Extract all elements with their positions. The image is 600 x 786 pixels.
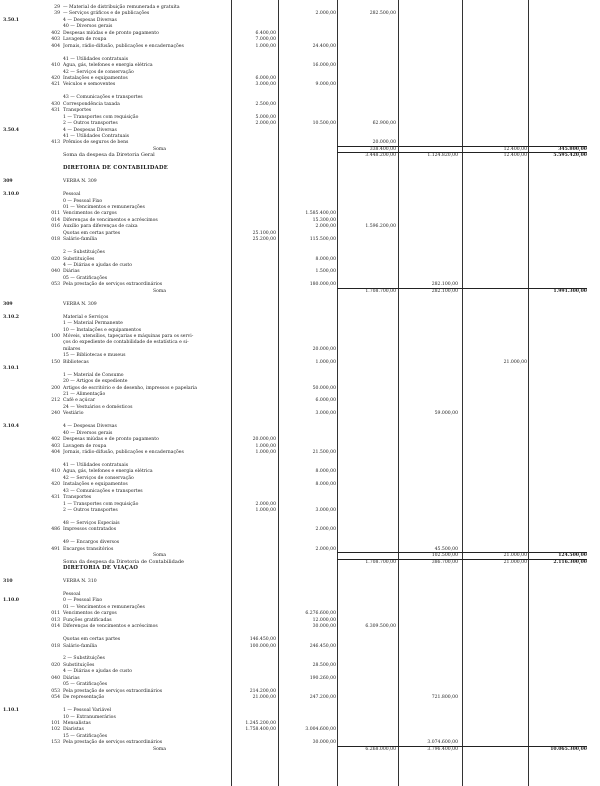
- item-number: 153: [51, 740, 60, 746]
- item-label: Soma: [153, 746, 167, 752]
- item-number: 403: [51, 443, 60, 449]
- item-label: Veículos e semoventes: [63, 82, 116, 88]
- item-number: 040: [51, 675, 60, 681]
- item-label: Jornais, rádio-difusão, publicações e encadernações: [63, 43, 184, 49]
- item-label: 0 — Pessoal Fixo: [63, 198, 103, 204]
- row-code: 310: [3, 579, 13, 585]
- amount-col-2: 28.500,00: [312, 662, 336, 668]
- item-label: — Serviços gráficos e de publicações: [63, 11, 150, 17]
- amount-col-3: 1.596.200,00: [365, 224, 396, 230]
- item-number: 020: [51, 256, 60, 262]
- amount-col-2: 1.000,00: [315, 359, 336, 365]
- amount-col-4: 282.100,00: [431, 282, 458, 288]
- item-number: 013: [51, 617, 60, 623]
- item-label: Soma da despesa da Diretoria Geral: [63, 152, 155, 159]
- item-number: 410: [51, 63, 60, 69]
- item-number: 410: [51, 469, 60, 475]
- amount-col-2: 30.000,00: [312, 740, 336, 746]
- item-label: 49 — Encargos diversos: [63, 540, 120, 546]
- amount-col-1: 214.200,00: [249, 688, 276, 694]
- item-label: 1 — Transportes com requisição: [63, 114, 139, 120]
- amount-col-3: 6.268.000,00: [365, 746, 396, 752]
- item-label: Jornais, rádio-difusão, publicações e encadernações: [63, 450, 184, 456]
- amount-col-2: 20.000,00: [312, 346, 336, 352]
- item-label: Lavagem de roupa: [63, 443, 107, 449]
- amount-col-2: 3.000,00: [315, 411, 336, 417]
- amount-col-1: 6.000,00: [255, 75, 276, 81]
- item-label: 21 — Alimentação: [63, 392, 106, 397]
- row-code: 309: [3, 179, 13, 185]
- item-label: VERBA N. 310: [63, 579, 97, 585]
- item-label: 1 — Material Permanente: [63, 321, 123, 327]
- amount-col-3: 6.309.500,00: [365, 624, 396, 630]
- item-number: 431: [51, 108, 60, 114]
- amount-col-2: 3.000,00: [315, 508, 336, 514]
- amount-col-5: 21.000,00: [503, 359, 527, 365]
- amount-col-2: 10.500,00: [312, 121, 336, 127]
- row-code: 3.10.1: [3, 366, 19, 372]
- amount-col-6: 1.991.300,00: [553, 288, 587, 294]
- item-label: ços do expediente de contabilidade de estatística e si-: [63, 340, 189, 346]
- item-number: 491: [51, 546, 60, 552]
- item-number: 431: [51, 495, 60, 501]
- amount-col-1: 25.100,00: [252, 230, 276, 236]
- amount-col-1: 100.000,00: [249, 643, 276, 649]
- item-label: Soma: [153, 553, 167, 559]
- item-label: Transportes: [63, 108, 92, 114]
- item-label: Diaristas: [63, 727, 84, 733]
- amount-col-2: 2.000,00: [315, 11, 336, 17]
- item-label: DIRETORIA DE VIAÇÃO: [63, 565, 139, 572]
- total-rule: [337, 152, 587, 153]
- item-label: 2 — Substituições: [63, 656, 105, 662]
- item-label: Auxílio para diferenças de caixa: [63, 224, 138, 230]
- item-label: Substituições: [63, 662, 95, 668]
- amount-col-2: 8.000,00: [315, 482, 336, 488]
- item-label: 43 — Comunicações e transportes: [63, 95, 143, 101]
- amount-col-1: 3.000,00: [255, 82, 276, 88]
- item-label: Móveis, utensílios, tapeçarias e máquinas para os servi-: [63, 333, 194, 339]
- item-label: Diferenças de vencimentos e acréscimos: [63, 624, 158, 630]
- total-rule: [337, 288, 587, 289]
- item-number: 402: [51, 30, 60, 36]
- item-label: DIRETORIA DE CONTABILIDADE: [63, 165, 169, 172]
- amount-col-2: 16.000,00: [312, 63, 336, 69]
- item-number: 402: [51, 437, 60, 443]
- item-label: Diferenças de vencimentos e acréscimos: [63, 217, 158, 223]
- amount-col-4: 282.100,00: [431, 288, 458, 294]
- amount-col-4: 386.700,00: [431, 559, 458, 565]
- item-number: 486: [51, 527, 60, 533]
- item-label: Soma da despesa da Diretoria de Contabilidade: [63, 558, 184, 565]
- item-label: VERBA N. 309: [63, 301, 97, 307]
- total-rule: [337, 552, 587, 553]
- item-number: 020: [51, 662, 60, 668]
- item-label: 10 — Extranumerários: [63, 714, 116, 720]
- item-label: 1 — Material de Consumo: [63, 372, 124, 378]
- item-number: 212: [51, 398, 60, 404]
- item-label: Pessoal: [63, 192, 81, 198]
- amount-col-3: 62.900,00: [372, 121, 396, 127]
- item-number: 240: [51, 411, 60, 417]
- item-number: 404: [51, 450, 60, 456]
- row-code: 3.10.4: [3, 424, 19, 430]
- amount-col-6: 5.595.420,00: [553, 153, 587, 159]
- amount-col-2: 9.000,00: [315, 82, 336, 88]
- item-label: 2 — Outros transportes: [63, 508, 118, 514]
- item-number: 100: [51, 333, 60, 339]
- amount-col-5: 12.400,00: [503, 153, 527, 159]
- item-label: Impressos contratados: [63, 527, 117, 533]
- amount-col-2: 6.000,00: [315, 398, 336, 404]
- amount-col-2: 8.000,00: [315, 469, 336, 475]
- item-label: Bibliotecas: [63, 359, 89, 365]
- item-label: 43 — Comunicações e transportes: [63, 488, 143, 494]
- item-label: 1 — Transportes com requisição: [63, 501, 139, 507]
- item-label: Água, gás, telefones e energia elétrica: [63, 469, 153, 475]
- amount-col-2: 12.000,00: [312, 617, 336, 623]
- amount-col-6: 10.065.300,00: [550, 746, 587, 752]
- total-rule: [337, 146, 587, 147]
- item-label: Encargos transitórios: [63, 546, 114, 552]
- item-label: Substituições: [63, 256, 95, 262]
- item-label: Pessoal: [63, 591, 81, 597]
- item-number: 011: [51, 611, 60, 617]
- item-label: Despesas miúdas e de pronto pagamento: [63, 437, 159, 443]
- item-label: Soma: [153, 146, 167, 152]
- item-label: De representação: [63, 695, 105, 701]
- item-label: Quotas em certas partes: [63, 230, 121, 236]
- item-label: Café e açúcar: [63, 398, 96, 404]
- amount-col-2: 50.000,00: [312, 385, 336, 391]
- item-number: 014: [51, 217, 60, 223]
- item-label: Pela prestação de serviços extraordinários: [63, 282, 163, 288]
- amount-col-3: 20.000,00: [372, 140, 396, 146]
- amount-col-1: 1.000,00: [255, 43, 276, 49]
- item-label: Pela prestação de serviços extraordinários: [63, 740, 163, 746]
- item-label: 01 — Vencimentos e remunerações: [63, 604, 145, 610]
- amount-col-1: 6.400,00: [255, 30, 276, 36]
- item-label: 48 — Serviços Especiais: [63, 521, 120, 526]
- amount-col-4: 3.074.600,00: [427, 740, 458, 746]
- item-label: 05 — Gratificações: [63, 682, 108, 688]
- item-label: 20 — Artigos de expediente: [63, 379, 128, 385]
- item-label: Material e Serviços: [63, 314, 109, 320]
- item-label: 01 — Vencimentos e remunerações: [63, 204, 145, 210]
- item-number: 053: [51, 688, 60, 694]
- amount-col-2: 2.000,00: [315, 527, 336, 533]
- item-label: 2 — Substituições: [63, 250, 105, 256]
- amount-col-1: 146.450,00: [249, 637, 276, 643]
- amount-col-2: 115.500,00: [309, 237, 336, 243]
- amount-col-2: 2.000,00: [315, 546, 336, 552]
- item-label: Pela prestação de serviços extraordinários: [63, 688, 163, 694]
- item-number: 016: [51, 224, 60, 230]
- item-label: Instalações e equipamentos: [63, 75, 128, 81]
- item-label: Vencimentos de cargos: [63, 211, 117, 217]
- amount-col-2: 8.000,00: [315, 256, 336, 262]
- amount-col-1: 1.000,00: [255, 443, 276, 449]
- amount-col-5: 21.000,00: [503, 553, 527, 559]
- item-label: Salário-família: [63, 643, 98, 649]
- item-label: Lavagem de roupa: [63, 37, 107, 43]
- item-label: Artigos de escritório e de desenho, impressos e papelaria: [63, 385, 198, 391]
- item-number: 040: [51, 269, 60, 275]
- amount-col-1: 1.000,00: [255, 450, 276, 456]
- item-number: 014: [51, 624, 60, 630]
- item-label: 05 — Gratificações: [63, 275, 108, 281]
- item-label: Água, gás, telefones e energia elétrica: [63, 63, 153, 69]
- amount-col-1: 2.000,00: [255, 501, 276, 507]
- item-label: 41 — Utilidades contratuais: [63, 56, 129, 62]
- item-number: 420: [51, 75, 60, 81]
- item-label: 40 — Diversos gerais: [63, 24, 113, 30]
- row-code: 3.50.4: [3, 127, 19, 133]
- amount-col-4: 721.800,00: [431, 695, 458, 701]
- amount-col-2: 24.400,00: [312, 43, 336, 49]
- amount-col-1: 2.000,00: [255, 121, 276, 127]
- item-number: 102: [51, 727, 60, 733]
- item-label: Quotas em certas partes: [63, 637, 121, 643]
- item-number: 430: [51, 101, 60, 107]
- item-number: 421: [51, 82, 60, 88]
- amount-col-6: 2.116.300,00: [553, 559, 587, 565]
- amount-col-2: 247.200,00: [309, 695, 336, 701]
- item-label: Vestiário: [63, 411, 84, 417]
- item-label: Funções gratificadas: [63, 617, 112, 623]
- item-label: 4 — Diárias e ajudas de custo: [63, 263, 132, 268]
- item-number: 413: [51, 140, 60, 146]
- item-number: 101: [51, 720, 60, 726]
- item-number: 39: [54, 11, 60, 17]
- amount-col-2: 190.260,00: [309, 675, 336, 681]
- item-label: 4 — Despesas Diversas: [63, 17, 117, 23]
- item-number: 420: [51, 482, 60, 488]
- total-rule: [337, 746, 587, 747]
- amount-col-2: 30.000,00: [312, 624, 336, 630]
- item-number: 018: [51, 643, 60, 649]
- item-number: 403: [51, 37, 60, 43]
- item-label: Despesas miúdas e de pronto pagamento: [63, 30, 159, 36]
- item-label: Mensalistas: [63, 720, 91, 726]
- amount-col-2: 6.276.600,00: [305, 611, 336, 617]
- amount-col-1: 21.000,00: [252, 695, 276, 701]
- row-code: 3.10.0: [3, 192, 19, 198]
- amount-col-3: 282.500,00: [369, 11, 396, 17]
- item-label: 2 — Outros transportes: [63, 121, 118, 127]
- total-rule: [337, 559, 587, 560]
- amount-col-5: 12.400,00: [503, 146, 527, 152]
- amount-col-2: 1.585.400,00: [305, 211, 336, 217]
- amount-col-2: 246.450,00: [309, 643, 336, 649]
- item-label: 24 — Vestuários e domésticos: [63, 404, 133, 410]
- amount-col-3: 3.448.200,00: [365, 153, 396, 159]
- total-row: [0, 746, 600, 753]
- item-label: 1 — Pessoal Variável: [63, 708, 112, 714]
- item-label: 15 — Bibliotecas e museus: [63, 353, 126, 359]
- row-code: 1.10.1: [3, 708, 19, 714]
- amount-col-4: 59.000,00: [434, 411, 458, 417]
- item-number: 404: [51, 43, 60, 49]
- amount-col-1: 1.758.400,00: [245, 727, 276, 733]
- item-label: — Material de distribuição remunerada e gratuita: [63, 5, 180, 10]
- item-number: 150: [51, 359, 60, 365]
- amount-col-3: 338.400,00: [369, 146, 396, 152]
- amount-col-6: 345.800,00: [558, 146, 587, 152]
- item-label: 4 — Despesas Diversas: [63, 424, 117, 430]
- item-label: Vencimentos de cargos: [63, 611, 117, 617]
- item-label: 4 — Despesas Diversas: [63, 127, 117, 133]
- item-label: Soma: [153, 288, 167, 294]
- item-number: 054: [51, 695, 60, 701]
- item-label: 10 — Instalações e equipamentos: [63, 327, 142, 333]
- amount-col-1: 2.500,00: [255, 101, 276, 107]
- amount-col-1: 1.245.200,00: [245, 720, 276, 726]
- amount-col-2: 2.000,00: [315, 224, 336, 230]
- amount-col-2: 15.300,00: [312, 217, 336, 223]
- amount-col-1: 7.000,00: [255, 37, 276, 43]
- item-label: Prêmios de seguros de bens: [63, 140, 129, 146]
- item-label: 41 — Utilidades contratuais: [63, 462, 129, 468]
- amount-col-3: 1.708.700,00: [365, 288, 396, 294]
- item-label: milares: [63, 346, 81, 352]
- item-label: Transportes: [63, 495, 92, 501]
- item-number: 011: [51, 211, 60, 217]
- item-label: 15 — Gratificações: [63, 733, 108, 739]
- amount-col-4: 102.500,00: [431, 553, 458, 559]
- item-label: Diárias: [63, 675, 80, 681]
- item-label: 40 — Diversos gerais: [63, 430, 113, 436]
- amount-col-4: 1.124.820,00: [427, 153, 458, 159]
- amount-col-4: 45.500,00: [434, 546, 458, 552]
- amount-col-1: 1.000,00: [255, 508, 276, 514]
- item-label: Correspondência taxada: [63, 101, 120, 107]
- amount-col-1: 20.000,00: [252, 437, 276, 443]
- item-label: 42 — Serviços de conservação: [63, 69, 134, 75]
- amount-col-6: 124.500,00: [558, 553, 587, 559]
- row-code: 1.10.0: [3, 598, 19, 604]
- amount-col-5: 21.000,00: [503, 559, 527, 565]
- amount-col-1: 5.000,00: [255, 114, 276, 120]
- item-label: 0 — Pessoal Fixo: [63, 598, 103, 604]
- item-label: VERBA N. 309: [63, 179, 97, 185]
- item-number: 018: [51, 237, 60, 243]
- amount-col-2: 3.004.600,00: [305, 727, 336, 733]
- amount-col-2: 1.500,00: [315, 269, 336, 275]
- item-label: Diárias: [63, 269, 80, 275]
- amount-col-2: 180.000,00: [309, 282, 336, 288]
- amount-col-2: 21.500,00: [312, 450, 336, 456]
- item-label: 4 — Diárias e ajudas de custo: [63, 669, 132, 675]
- item-label: 42 — Serviços de conservação: [63, 475, 134, 481]
- item-label: 41 — Utilidades Contratuais: [63, 134, 130, 139]
- row-code: 3.10.2: [3, 314, 19, 320]
- item-number: 29: [54, 5, 60, 10]
- item-label: Instalações e equipamentos: [63, 482, 128, 488]
- row-code: 309: [3, 301, 13, 307]
- amount-col-3: 1.708.700,00: [365, 559, 396, 565]
- item-number: 053: [51, 282, 60, 288]
- row-code: 3.50.1: [3, 17, 19, 23]
- item-label: Salário-família: [63, 237, 98, 243]
- amount-col-4: 3.796.400,00: [427, 746, 458, 752]
- item-number: 200: [51, 385, 60, 391]
- amount-col-1: 25.200,00: [252, 237, 276, 243]
